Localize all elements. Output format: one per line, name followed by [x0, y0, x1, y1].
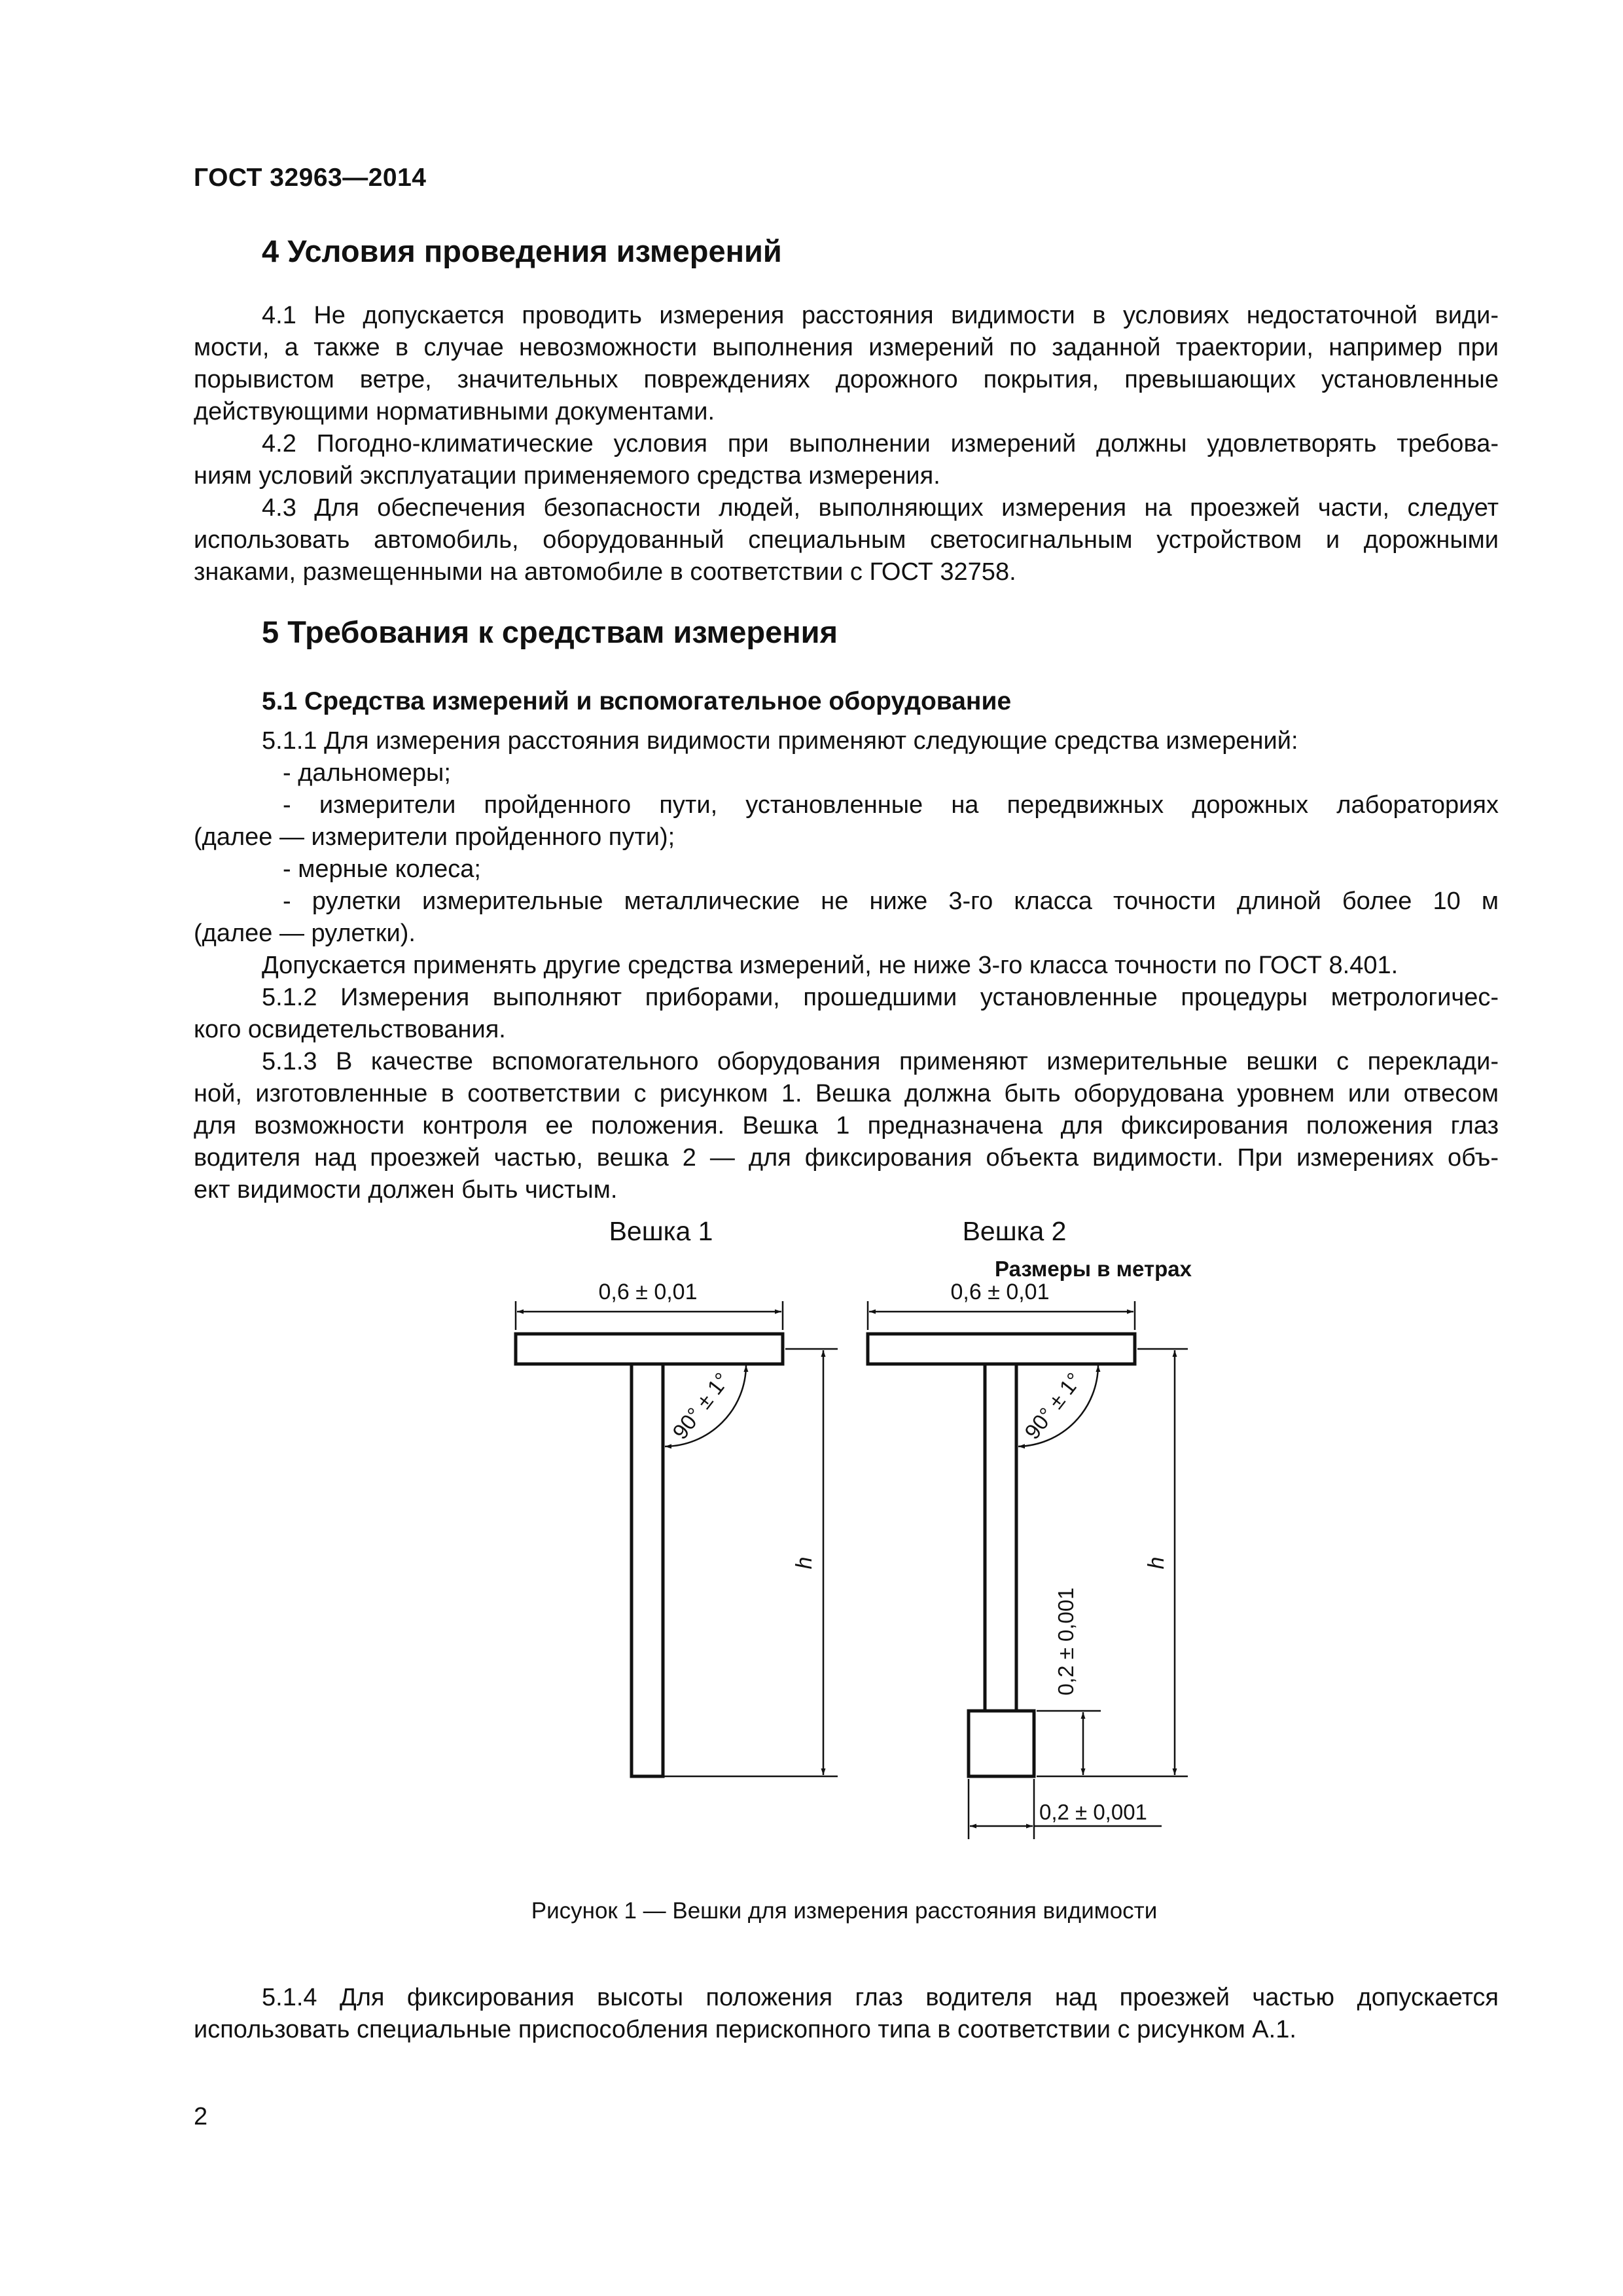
- subsection-5-1-title: 5.1 Средства измерений и вспомогательное оборудование: [262, 687, 1012, 715]
- list-item: - мерные колеса;: [283, 855, 481, 883]
- text-line: Допускается применять другие средства измерений, не ниже 3-го класса точности по ГОСТ 8.401.: [262, 952, 1399, 979]
- pole-1-post: [632, 1364, 663, 1776]
- section-5-title: 5 Требования к средствам измерения: [262, 615, 838, 649]
- figure-1-caption: Рисунок 1 — Вешки для измерения расстояния видимости: [531, 1898, 1158, 1924]
- section-4-title: 4 Условия проведения измерений: [262, 234, 782, 268]
- text-line: 4.2 Погодно-климатические условия при выполнении измерений должны удовлетворять требова-: [262, 430, 1499, 457]
- list-item: (далее — измерители пройденного пути);: [194, 823, 675, 851]
- text-line: знаками, размещенными на автомобиле в соответствии с ГОСТ 32758.: [194, 558, 1016, 586]
- pole-1: [516, 1301, 838, 1776]
- pole-2-label: Вешка 2: [962, 1216, 1067, 1246]
- text-line: 5.1.1 Для измерения расстояния видимости применяют следующие средства измерений:: [262, 727, 1298, 755]
- text-line: мости, а также в случае невозможности выполнения измерений по заданной траектории, например при: [194, 334, 1499, 361]
- text-line: ной, изготовленные в соответствии с рисунком 1. Вешка должна быть оборудована уровнем или отвесом: [194, 1080, 1499, 1107]
- pole-1-width-label: 0,6 ± 0,01: [598, 1280, 698, 1304]
- text-line: действующими нормативными документами.: [194, 398, 715, 425]
- paragraph-5-1-4: [194, 1982, 1499, 2046]
- pole-2-width-label: 0,6 ± 0,01: [950, 1280, 1050, 1304]
- text-line: 5.1.4 Для фиксирования высоты положения глаз водителя над проезжей частью допускается: [262, 1984, 1499, 2011]
- text-line: порывистом ветре, значительных повреждениях дорожного покрытия, превышающих установленные: [194, 366, 1499, 393]
- text-line: кого освидетельствования.: [194, 1016, 506, 1043]
- text-line: 5.1.3 В качестве вспомогательного оборудования применяют измерительные вешки с переклади-: [262, 1048, 1499, 1075]
- pole-2-base-block: [969, 1711, 1034, 1776]
- text-line: 4.3 Для обеспечения безопасности людей, выполняющих измерения на проезжей части, следует: [262, 494, 1499, 522]
- base-height-label: 0,2 ± 0,001: [1054, 1587, 1078, 1696]
- pole-1-label: Вешка 1: [609, 1216, 713, 1246]
- list-item: - измерители пройденного пути, установленные на передвижных дорожных лабораториях: [283, 791, 1499, 819]
- text-line: использовать специальные приспособления перископного типа в соответствии с рисунком А.1.: [194, 2016, 1296, 2043]
- pole-2-crossbar: [868, 1334, 1135, 1364]
- pole-1-angle-label: 90° ± 1°: [668, 1368, 734, 1444]
- pole-1-height-label: h: [792, 1556, 817, 1570]
- text-line: ект видимости должен быть чистым.: [194, 1176, 618, 1204]
- text-line: 4.1 Не допускается проводить измерения расстояния видимости в условиях недостаточной види-: [262, 302, 1499, 329]
- text-line: для возможности контроля ее положения. Вешка 1 предназначена для фиксирования положения глаз: [194, 1112, 1499, 1139]
- text-line: 5.1.2 Измерения выполняют приборами, прошедшими установленные процедуры метрологичес-: [262, 984, 1499, 1011]
- document-header: ГОСТ 32963—2014: [194, 164, 427, 192]
- pole-2-height-label: h: [1144, 1556, 1169, 1570]
- units-note: Размеры в метрах: [995, 1257, 1192, 1281]
- base-width-label: 0,2 ± 0,001: [1039, 1800, 1147, 1824]
- pole-2-post: [985, 1364, 1016, 1711]
- pole-2: [868, 1301, 1188, 1839]
- list-item: - рулетки измерительные металлические не ниже 3-го класса точности длиной более 10 м: [283, 888, 1499, 915]
- pole-1-crossbar: [516, 1334, 783, 1364]
- list-item: (далее — рулетки).: [194, 920, 416, 947]
- list-item: - дальномеры;: [283, 759, 451, 787]
- text-line: ниям условий эксплуатации применяемого средства измерения.: [194, 462, 940, 490]
- page-number: 2: [194, 2103, 208, 2130]
- text-line: водителя над проезжей частью, вешка 2 — для фиксирования объекта видимости. При измерениях объ-: [194, 1144, 1499, 1172]
- text-line: использовать автомобиль, оборудованный специальным светосигнальным устройством и дорожными: [194, 526, 1499, 554]
- pole-2-angle-label: 90° ± 1°: [1020, 1368, 1086, 1444]
